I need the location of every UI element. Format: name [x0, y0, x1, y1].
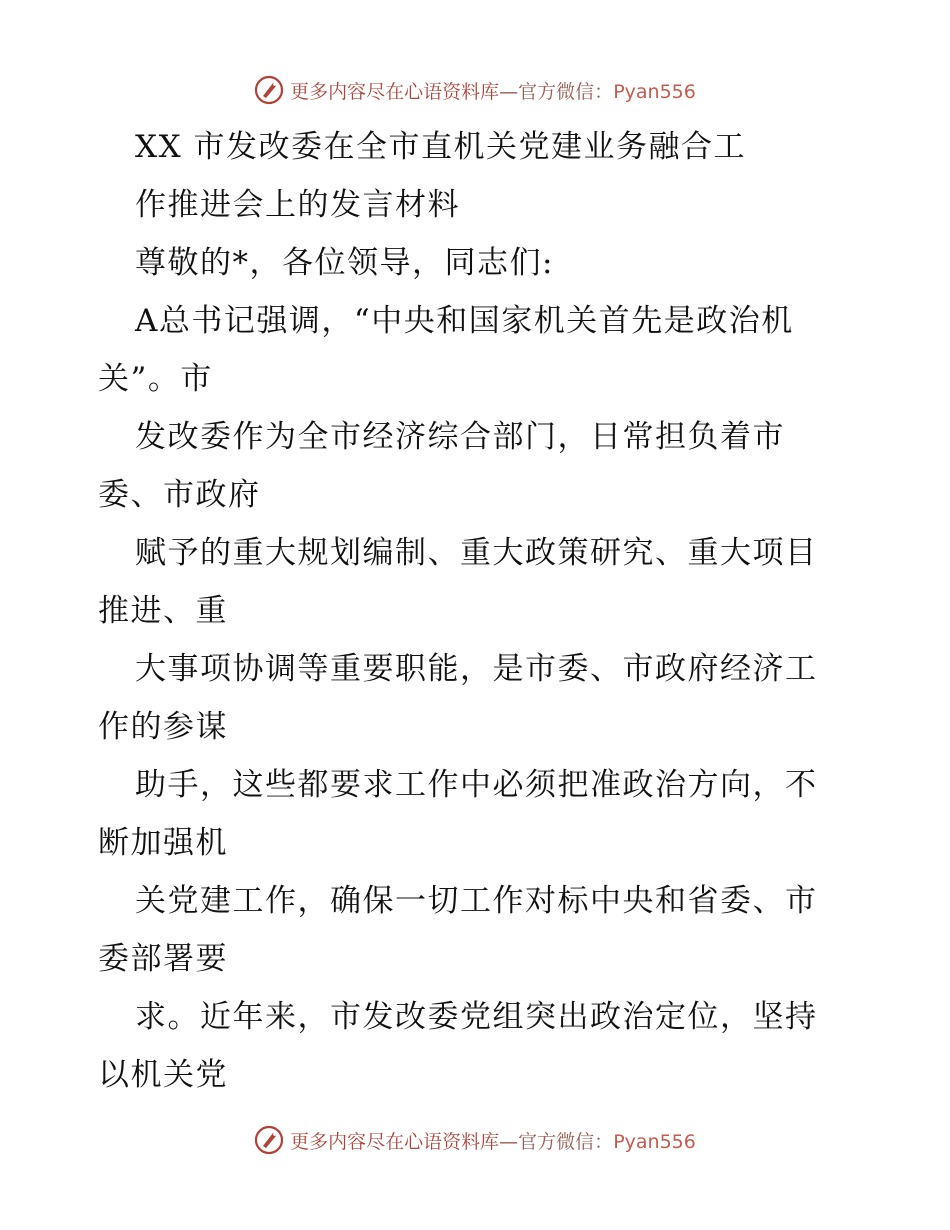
pen-nib-logo-icon: [254, 1125, 284, 1155]
watermark-text: [290, 1127, 696, 1154]
doc-line: 委、市政府: [98, 477, 261, 513]
doc-line: 助手，这些都要求工作中必须把准政治方向，不: [135, 767, 818, 803]
pen-nib-logo-icon: [254, 75, 284, 105]
footer-watermark-banner: [0, 1120, 950, 1160]
doc-line: 赋予的重大规划编制、重大政策研究、重大项目: [135, 535, 818, 571]
doc-line: 以机关党: [98, 1057, 228, 1093]
watermark-main: 更多内容尽在心语资料库: [290, 80, 500, 103]
watermark-separator: —: [499, 1130, 519, 1153]
document-body: [98, 118, 858, 1104]
watermark-separator: —: [499, 80, 519, 103]
doc-line: 大事项协调等重要职能，是市委、市政府经济工: [135, 651, 818, 687]
doc-line: 关”。市: [98, 361, 213, 397]
doc-title-line-1: XX 市发改委在全市直机关党建业务融合工: [135, 129, 746, 165]
doc-salutation: 尊敬的*，各位领导，同志们:: [135, 245, 554, 281]
watermark-text: [290, 77, 696, 104]
doc-line: 作的参谋: [98, 709, 228, 745]
doc-line: 断加强机: [98, 825, 228, 861]
doc-title-line-2: 作推进会上的发言材料: [135, 187, 460, 223]
doc-line: 求。近年来，市发改委党组突出政治定位，坚持: [135, 999, 818, 1035]
watermark-wechat-id: Pyan556: [613, 80, 696, 103]
watermark-wechat-id: Pyan556: [613, 1130, 696, 1153]
doc-line: 推进、重: [98, 593, 228, 629]
doc-line: 委部署要: [98, 941, 228, 977]
header-watermark-banner: [0, 70, 950, 110]
doc-line: 关党建工作，确保一切工作对标中央和省委、市: [135, 883, 818, 919]
doc-line: A总书记强调，“中央和国家机关首先是政治机: [135, 303, 794, 339]
watermark-main: 更多内容尽在心语资料库: [290, 1130, 500, 1153]
watermark-wechat-label: 官方微信：: [518, 80, 614, 103]
doc-line: 发改委作为全市经济综合部门，日常担负着市: [135, 419, 785, 455]
watermark-wechat-label: 官方微信：: [518, 1130, 614, 1153]
